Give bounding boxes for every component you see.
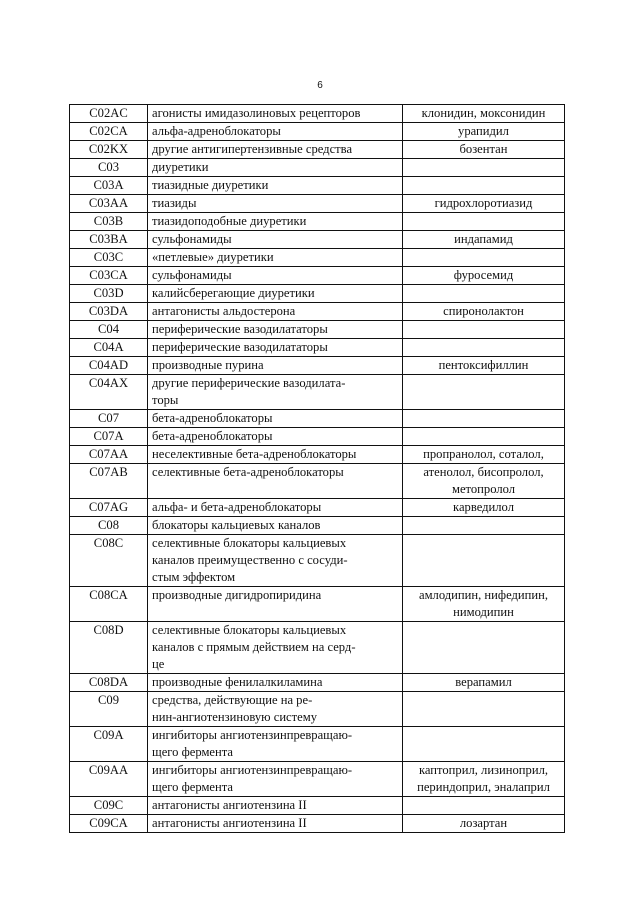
drug-names-cell (403, 339, 565, 357)
drug-names-cell (403, 267, 565, 285)
table-row (70, 815, 565, 833)
atc-table-body (70, 105, 565, 833)
group-text-line: тиазидные диуретики (152, 178, 269, 192)
group-text-line: неселективные бета-адреноблокаторы (152, 447, 357, 461)
group-text-line: блокаторы кальциевых каналов (152, 518, 321, 532)
table-row (70, 727, 565, 762)
table-row (70, 105, 565, 123)
drug-names-cell (403, 587, 565, 622)
group-text-line: антагонисты ангиотензина II (152, 798, 307, 812)
group-text-line: периферические вазодилататоры (152, 340, 328, 354)
drug-names-cell (403, 446, 565, 464)
drug-text-line: верапамил (455, 675, 512, 689)
atc-code-cell: C09A (70, 727, 148, 762)
pharmacological-group-cell (148, 375, 403, 410)
table-row (70, 141, 565, 159)
drug-names-cell (403, 464, 565, 499)
drug-text-line: амлодипин, нифедипин, (418, 588, 549, 602)
group-text-line: каналов преимущественно с сосуди- (152, 553, 348, 567)
pharmacological-group-cell (148, 499, 403, 517)
group-text-line: селективные блокаторы кальциевых (152, 536, 347, 550)
pharmacological-group-cell (148, 727, 403, 762)
drug-names-cell (403, 321, 565, 339)
pharmacological-group-cell (148, 692, 403, 727)
drug-names-cell (403, 815, 565, 833)
drug-text-line: гидрохлоротиазид (434, 196, 533, 210)
pharmacological-group-cell (148, 339, 403, 357)
table-row (70, 213, 565, 231)
pharmacological-group-cell (148, 762, 403, 797)
atc-code-cell: C07AA (70, 446, 148, 464)
table-row (70, 159, 565, 177)
table-row (70, 428, 565, 446)
table-row (70, 797, 565, 815)
pharmacological-group-cell (148, 517, 403, 535)
pharmacological-group-cell (148, 105, 403, 123)
drug-names-cell (403, 159, 565, 177)
table-row (70, 195, 565, 213)
drug-names-cell (403, 410, 565, 428)
drug-text-line: периндоприл, эналаприл (417, 780, 550, 794)
group-text-line: бета-адреноблокаторы (152, 411, 273, 425)
group-text-line: селективные блокаторы кальциевых (152, 623, 347, 637)
pharmacological-group-cell (148, 446, 403, 464)
pharmacological-group-cell (148, 357, 403, 375)
pharmacological-group-cell (148, 815, 403, 833)
table-row (70, 587, 565, 622)
table-row (70, 375, 565, 410)
pharmacological-group-cell (148, 213, 403, 231)
pharmacological-group-cell (148, 303, 403, 321)
group-text-line: другие антигипертензивные средства (152, 142, 353, 156)
pharmacological-group-cell (148, 410, 403, 428)
group-text-line: производные пурина (152, 358, 264, 372)
atc-code-cell: C08DA (70, 674, 148, 692)
drug-text-line: атенолол, бисопролол, (423, 465, 544, 479)
drug-names-cell (403, 674, 565, 692)
drug-names-cell (403, 375, 565, 410)
atc-code-cell: C04AD (70, 357, 148, 375)
pharmacological-group-cell (148, 267, 403, 285)
group-text-line: селективные бета-адреноблокаторы (152, 465, 344, 479)
pharmacological-group-cell (148, 674, 403, 692)
table-row (70, 339, 565, 357)
atc-code-cell: C08D (70, 622, 148, 674)
group-text-line: сульфонамиды (152, 232, 232, 246)
drug-names-cell (403, 285, 565, 303)
atc-code-cell: C08C (70, 535, 148, 587)
drug-names-cell (403, 177, 565, 195)
group-text-line: бета-адреноблокаторы (152, 429, 273, 443)
atc-code-cell: C07AG (70, 499, 148, 517)
drug-names-cell (403, 195, 565, 213)
atc-code-cell: C03 (70, 159, 148, 177)
drug-names-cell (403, 428, 565, 446)
group-text-line: стым эффектом (152, 570, 236, 584)
table-row (70, 517, 565, 535)
group-text-line: «петлевые» диуретики (152, 250, 274, 264)
group-text-line: це (152, 657, 165, 671)
drug-text-line: клонидин, моксонидин (421, 106, 546, 120)
table-row (70, 123, 565, 141)
page-number: 6 (317, 80, 323, 91)
drug-text-line: спиронолактон (443, 304, 524, 318)
drug-text-line: лозартан (459, 816, 508, 830)
group-text-line: каналов с прямым действием на серд- (152, 640, 356, 654)
drug-names-cell (403, 499, 565, 517)
drug-text-line: индапамид (454, 232, 513, 246)
atc-code-cell: C03DA (70, 303, 148, 321)
pharmacological-group-cell (148, 249, 403, 267)
pharmacological-group-cell (148, 159, 403, 177)
table-row (70, 464, 565, 499)
group-text-line: торы (152, 393, 179, 407)
table-row (70, 446, 565, 464)
table-row (70, 622, 565, 674)
table-row (70, 267, 565, 285)
drug-text-line: бозентан (459, 142, 508, 156)
pharmacological-group-cell (148, 141, 403, 159)
atc-code-cell: C07A (70, 428, 148, 446)
pharmacological-group-cell (148, 321, 403, 339)
group-text-line: калийсберегающие диуретики (152, 286, 315, 300)
atc-code-cell: C07AB (70, 464, 148, 499)
table-row (70, 410, 565, 428)
table-row (70, 357, 565, 375)
drug-names-cell (403, 213, 565, 231)
group-text-line: сульфонамиды (152, 268, 232, 282)
table-row (70, 762, 565, 797)
atc-classification-table (69, 104, 565, 833)
table-row (70, 177, 565, 195)
drug-names-cell (403, 141, 565, 159)
table-row (70, 499, 565, 517)
table-row (70, 692, 565, 727)
group-text-line: периферические вазодилататоры (152, 322, 328, 336)
drug-text-line: метопролол (451, 482, 516, 496)
group-text-line: антагонисты ангиотензина II (152, 816, 307, 830)
table-row (70, 535, 565, 587)
table-row (70, 321, 565, 339)
atc-code-cell: C09CA (70, 815, 148, 833)
drug-text-line: пентоксифиллин (438, 358, 529, 372)
atc-code-cell: C03BA (70, 231, 148, 249)
pharmacological-group-cell (148, 195, 403, 213)
drug-names-cell (403, 105, 565, 123)
pharmacological-group-cell (148, 177, 403, 195)
drug-names-cell (403, 692, 565, 727)
pharmacological-group-cell (148, 428, 403, 446)
atc-code-cell: C03B (70, 213, 148, 231)
drug-names-cell (403, 357, 565, 375)
atc-code-cell: C08 (70, 517, 148, 535)
drug-text-line: карведилол (453, 500, 514, 514)
pharmacological-group-cell (148, 622, 403, 674)
pharmacological-group-cell (148, 231, 403, 249)
table-row (70, 285, 565, 303)
drug-names-cell (403, 797, 565, 815)
atc-code-cell: C02KX (70, 141, 148, 159)
drug-names-cell (403, 303, 565, 321)
group-text-line: диуретики (152, 160, 209, 174)
pharmacological-group-cell (148, 464, 403, 499)
group-text-line: ингибиторы ангиотензинпревращаю- (152, 763, 353, 777)
table-row (70, 303, 565, 321)
group-text-line: антагонисты альдостерона (152, 304, 296, 318)
group-text-line: нин-ангиотензиновую систему (152, 710, 318, 724)
pharmacological-group-cell (148, 797, 403, 815)
drug-names-cell (403, 727, 565, 762)
group-text-line: альфа- и бета-адреноблокаторы (152, 500, 322, 514)
drug-text-line: каптоприл, лизиноприл, (418, 763, 549, 777)
drug-names-cell (403, 535, 565, 587)
group-text-line: другие периферические вазодилата- (152, 376, 346, 390)
atc-code-cell: C03D (70, 285, 148, 303)
drug-names-cell (403, 249, 565, 267)
table-row (70, 674, 565, 692)
atc-code-cell: C03C (70, 249, 148, 267)
atc-code-cell: C03A (70, 177, 148, 195)
pharmacological-group-cell (148, 123, 403, 141)
table-row (70, 249, 565, 267)
drug-text-line: урапидил (458, 124, 509, 138)
group-text-line: щего фермента (152, 780, 233, 794)
group-text-line: альфа-адреноблокаторы (152, 124, 281, 138)
pharmacological-group-cell (148, 587, 403, 622)
drug-names-cell (403, 517, 565, 535)
atc-code-cell: C04AX (70, 375, 148, 410)
group-text-line: производные фенилалкиламина (152, 675, 323, 689)
drug-text-line: фуросемид (453, 268, 514, 282)
atc-code-cell: C03AA (70, 195, 148, 213)
table-row (70, 231, 565, 249)
atc-code-cell: C04A (70, 339, 148, 357)
pharmacological-group-cell (148, 535, 403, 587)
pharmacological-group-cell (148, 285, 403, 303)
drug-names-cell (403, 622, 565, 674)
drug-names-cell (403, 123, 565, 141)
atc-code-cell: C09C (70, 797, 148, 815)
atc-code-cell: C07 (70, 410, 148, 428)
group-text-line: тиазидоподобные диуретики (152, 214, 307, 228)
drug-names-cell (403, 762, 565, 797)
group-text-line: производные дигидропиридина (152, 588, 322, 602)
group-text-line: щего фермента (152, 745, 233, 759)
drug-names-cell (403, 231, 565, 249)
atc-code-cell: C02CA (70, 123, 148, 141)
group-text-line: тиазиды (152, 196, 197, 210)
group-text-line: ингибиторы ангиотензинпревращаю- (152, 728, 353, 742)
atc-code-cell: C08CA (70, 587, 148, 622)
group-text-line: агонисты имидазолиновых рецепторов (152, 106, 361, 120)
atc-code-cell: C02AC (70, 105, 148, 123)
atc-code-cell: C04 (70, 321, 148, 339)
atc-code-cell: C09 (70, 692, 148, 727)
group-text-line: средства, действующие на ре- (152, 693, 313, 707)
atc-code-cell: C09AA (70, 762, 148, 797)
drug-text-line: нимодипин (453, 605, 514, 619)
drug-text-line: пропранолол, соталол, (423, 447, 544, 461)
atc-code-cell: C03CA (70, 267, 148, 285)
